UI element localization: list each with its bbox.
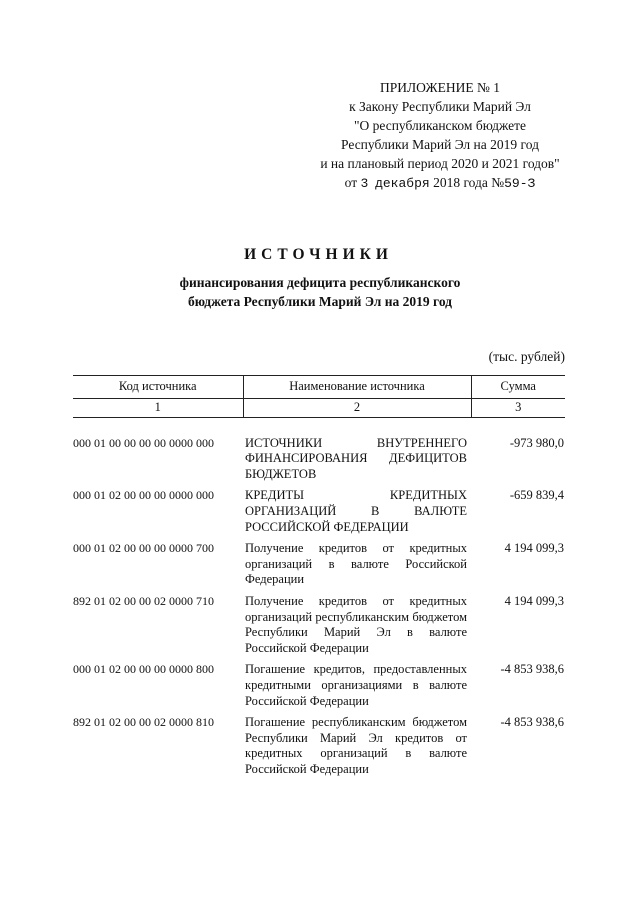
header-code: Код источника: [73, 376, 243, 399]
source-code: 000 01 02 00 00 00 0000 000: [73, 488, 214, 503]
document-title: ИСТОЧНИКИ: [244, 246, 393, 263]
source-name: ИСТОЧНИКИ ВНУТРЕННЕГО ФИНАНСИРОВАНИЯ ДЕФИЦИТОВ БЮДЖЕТОВ: [245, 435, 467, 481]
source-sum: -973 980,0: [509, 435, 564, 450]
appendix-line: "О республиканском бюджете: [353, 118, 526, 133]
appendix-line: и на плановый период 2020 и 2021 годов": [320, 156, 560, 171]
source-name: Погашение республиканским бюджетом Республики Марий Эл кредитов от кредитных организаций в валюте Российской Федерации: [245, 715, 467, 776]
source-name: КРЕДИТЫ КРЕДИТНЫХ ОРГАНИЗАЦИЙ В ВАЛЮТЕ РОССИЙСКОЙ ФЕДЕРАЦИИ: [245, 488, 467, 534]
source-code: 000 01 02 00 00 00 0000 800: [73, 662, 214, 677]
table-row: [73, 541, 565, 594]
date-day: 3: [360, 176, 369, 191]
source-name: Получение кредитов от кредитных организаций в валюте Российской Федерации: [245, 541, 467, 587]
date-month: декабря: [375, 176, 430, 191]
source-sum: 4 194 099,3: [504, 593, 564, 608]
document-subtitle: [140, 273, 500, 311]
date-prefix: от: [344, 175, 358, 190]
table-row: [73, 715, 565, 783]
source-name: Получение кредитов от кредитных организаций республиканским бюджетом Республики Марий Эл в валюте Российской Федерации: [245, 593, 467, 655]
source-sum: 4 194 099,3: [504, 541, 564, 556]
source-sum: -4 853 938,6: [500, 715, 564, 730]
source-code: 000 01 02 00 00 00 0000 700: [73, 541, 214, 556]
subtitle-line: бюджета Республики Марий Эл на 2019 год: [187, 294, 453, 309]
appendix-line: к Закону Республики Марий Эл: [349, 99, 531, 114]
law-date-line: [290, 173, 590, 193]
column-number: 2: [243, 399, 471, 418]
table-row: [73, 488, 565, 541]
source-name: Погашение кредитов, предоставленных кредитными организациями в валюте Российской Федерации: [245, 662, 467, 708]
header-name: Наименование источника: [243, 376, 471, 399]
source-code: 892 01 02 00 00 02 0000 810: [73, 715, 214, 730]
appendix-line: Республики Марий Эл на 2019 год: [341, 137, 539, 152]
law-number: 59-З: [504, 176, 536, 191]
date-year: 2018 года №: [433, 175, 505, 190]
table-header-row: [73, 376, 565, 399]
appendix-header: [290, 78, 590, 193]
sources-table: [73, 375, 565, 783]
source-sum: -4 853 938,6: [500, 662, 564, 677]
subtitle-line: финансирования дефицита республиканского: [179, 275, 461, 290]
column-number-row: [73, 399, 565, 418]
source-code: 000 01 00 00 00 00 0000 000: [73, 435, 214, 450]
column-number: 3: [471, 399, 565, 418]
appendix-line: ПРИЛОЖЕНИЕ № 1: [379, 80, 501, 95]
table-row: [73, 436, 565, 489]
source-code: 892 01 02 00 00 02 0000 710: [73, 593, 214, 608]
table-row: [73, 594, 565, 662]
source-sum: -659 839,4: [509, 488, 564, 503]
units-label: (тыс. рублей): [488, 349, 565, 364]
table-row: [73, 662, 565, 715]
header-sum: Сумма: [471, 376, 565, 399]
column-number: 1: [73, 399, 243, 418]
